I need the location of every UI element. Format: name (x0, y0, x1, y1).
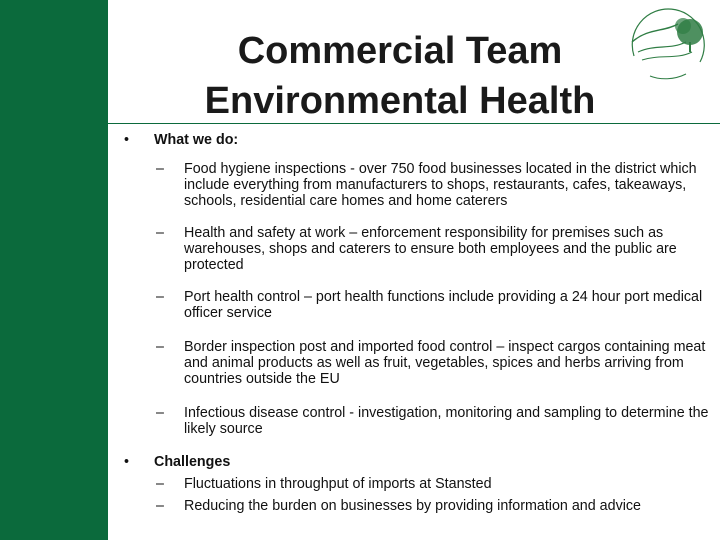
challenges-list (118, 476, 716, 514)
list-item-port-health: – Port health control – port health functions include providing a 24 hour port medical officer service (156, 289, 703, 321)
dash-icon: – (156, 339, 164, 355)
title-line-2: Environmental Health (204, 80, 596, 122)
title-divider (108, 123, 720, 124)
list-item-infectious-disease: – Infectious disease control - investigation, monitoring and sampling to determine the likely source (156, 405, 709, 437)
bullet-icon: • (124, 132, 130, 148)
list-item-health-safety: – Health and safety at work – enforcement responsibility for premises such as warehouses, shops and caterers to ensure both employees and the public are protected (156, 225, 677, 273)
dash-icon: – (156, 405, 164, 421)
title-line-1: Commercial Team (237, 30, 563, 72)
bullet-what-we-do (118, 132, 716, 148)
what-we-do-list (118, 161, 716, 437)
bullet-challenges (118, 454, 716, 470)
challenges-heading: Challenges (154, 454, 231, 470)
bullet-icon: • (124, 454, 130, 470)
council-logo-icon (620, 2, 716, 92)
slide-body (118, 132, 716, 514)
dash-icon: – (156, 498, 164, 514)
dash-icon: – (156, 161, 164, 177)
dash-icon: – (156, 225, 164, 241)
list-item-reducing-burden: – Reducing the burden on businesses by providing information and advice (156, 498, 641, 514)
left-green-sidebar (0, 0, 108, 540)
what-we-do-heading: What we do: (154, 132, 239, 148)
dash-icon: – (156, 289, 164, 305)
list-item-food-hygiene: – Food hygiene inspections - over 750 food businesses located in the district which include everything from manufacturers to shops, restaurants, cafes, takeaways, schools, residential care homes and home caterers (156, 161, 697, 209)
list-item-fluctuations: – Fluctuations in throughput of imports at Stansted (156, 476, 492, 492)
dash-icon: – (156, 476, 164, 492)
slide-title (150, 26, 650, 126)
list-item-border-inspection: – Border inspection post and imported food control – inspect cargos containing meat and animal products as well as fruit, vegetables, spices and herbs arriving from countries outside the EU (156, 339, 706, 387)
